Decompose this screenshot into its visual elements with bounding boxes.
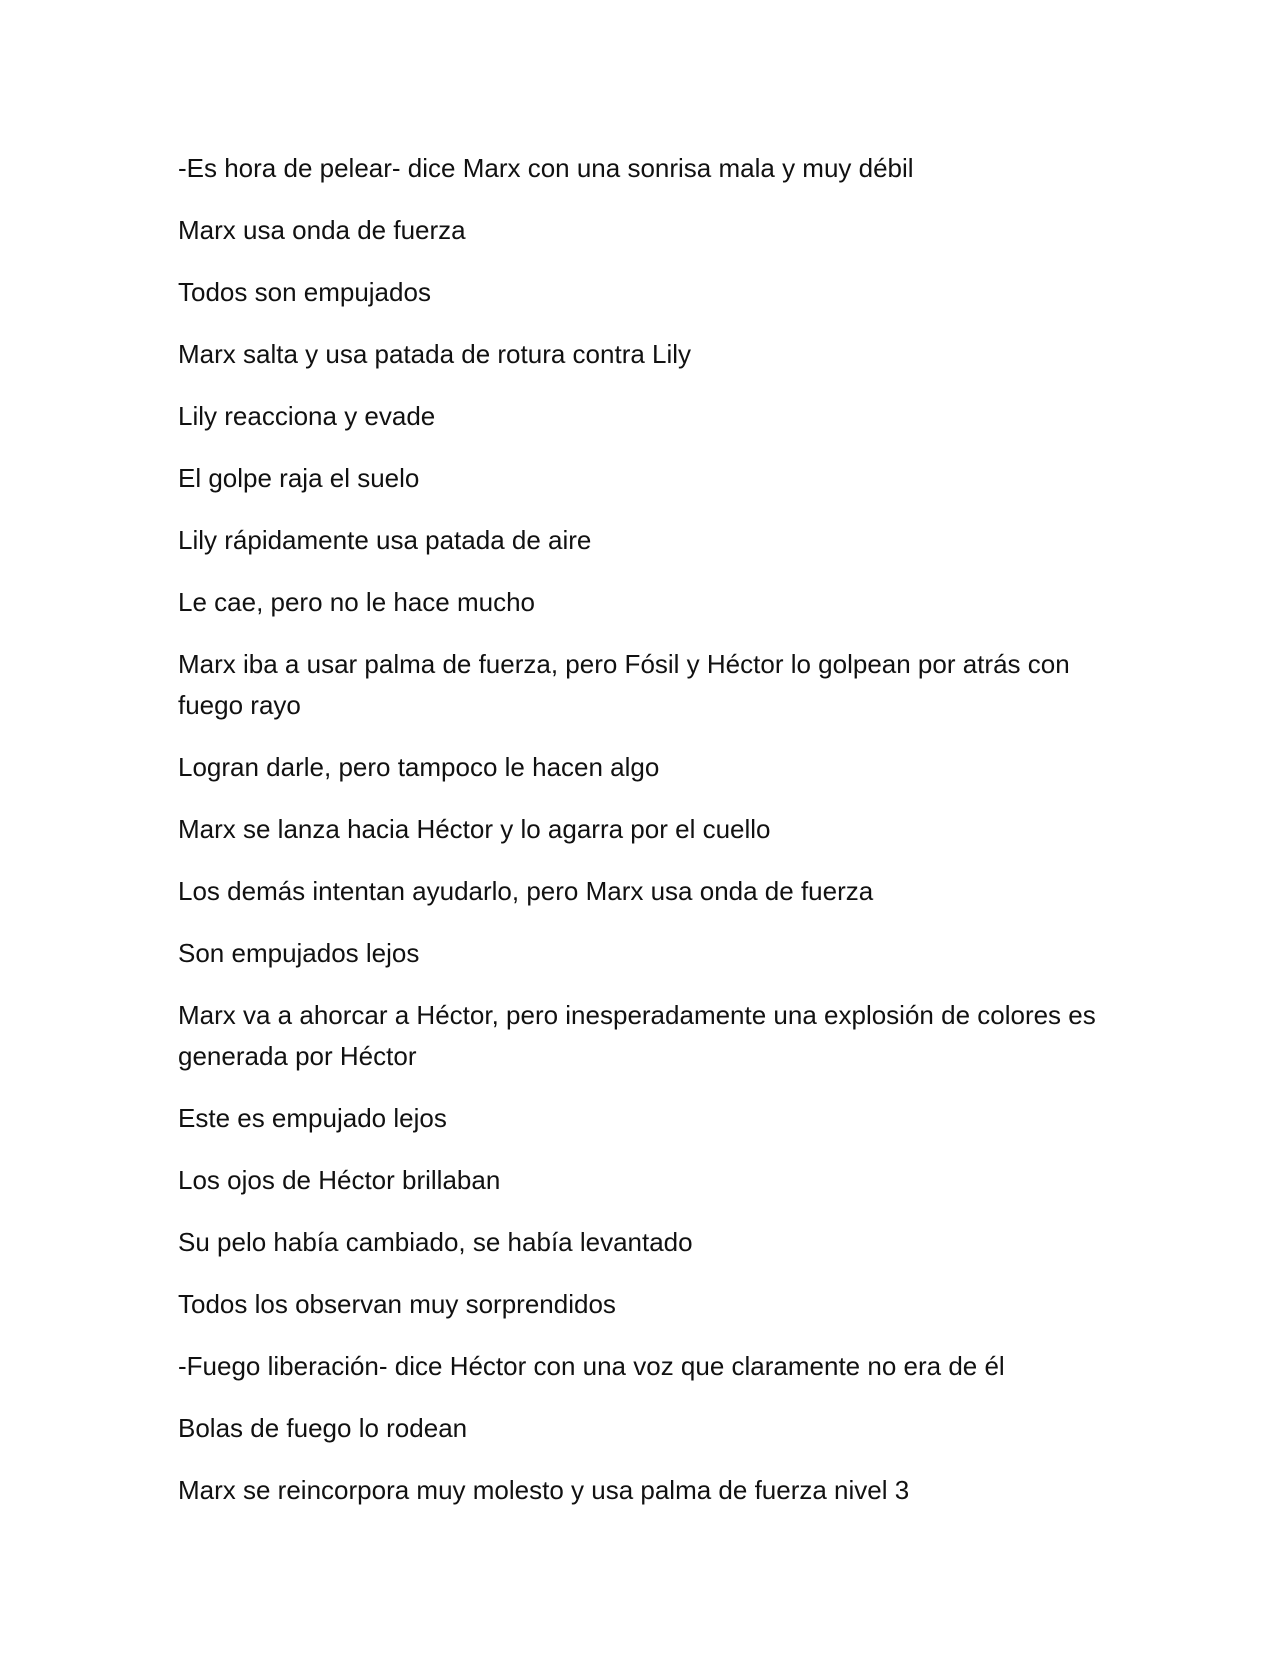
paragraph: Marx salta y usa patada de rotura contra Lily xyxy=(178,339,692,369)
paragraph: Este es empujado lejos xyxy=(178,1103,447,1133)
paragraph: Los ojos de Héctor brillaban xyxy=(178,1165,501,1195)
paragraph: Le cae, pero no le hace mucho xyxy=(178,587,536,617)
paragraph: Marx se reincorpora muy molesto y usa palma de fuerza nivel 3 xyxy=(178,1475,910,1505)
paragraph: Son empujados lejos xyxy=(178,938,420,968)
paragraph: -Fuego liberación- dice Héctor con una voz que claramente no era de él xyxy=(178,1351,1005,1381)
paragraph: Logran darle, pero tampoco le hacen algo xyxy=(178,752,660,782)
paragraph: Marx iba a usar palma de fuerza, pero Fósil y Héctor lo golpean por atrás con fuego rayo xyxy=(178,649,1070,720)
paragraph: Los demás intentan ayudarlo, pero Marx usa onda de fuerza xyxy=(178,876,874,906)
paragraph: Lily reacciona y evade xyxy=(178,401,436,431)
paragraph: Marx se lanza hacia Héctor y lo agarra por el cuello xyxy=(178,814,771,844)
paragraph: Marx usa onda de fuerza xyxy=(178,215,466,245)
paragraph: Su pelo había cambiado, se había levantado xyxy=(178,1227,693,1257)
paragraph: El golpe raja el suelo xyxy=(178,463,420,493)
paragraph: Bolas de fuego lo rodean xyxy=(178,1413,468,1443)
paragraph: Todos son empujados xyxy=(178,277,431,307)
paragraph: Todos los observan muy sorprendidos xyxy=(178,1289,616,1319)
paragraph: -Es hora de pelear- dice Marx con una sonrisa mala y muy débil xyxy=(178,153,914,183)
paragraph: Marx va a ahorcar a Héctor, pero inesperadamente una explosión de colores es generada por Héctor xyxy=(178,1000,1096,1071)
paragraph: Lily rápidamente usa patada de aire xyxy=(178,525,592,555)
document-body xyxy=(178,148,1108,1532)
